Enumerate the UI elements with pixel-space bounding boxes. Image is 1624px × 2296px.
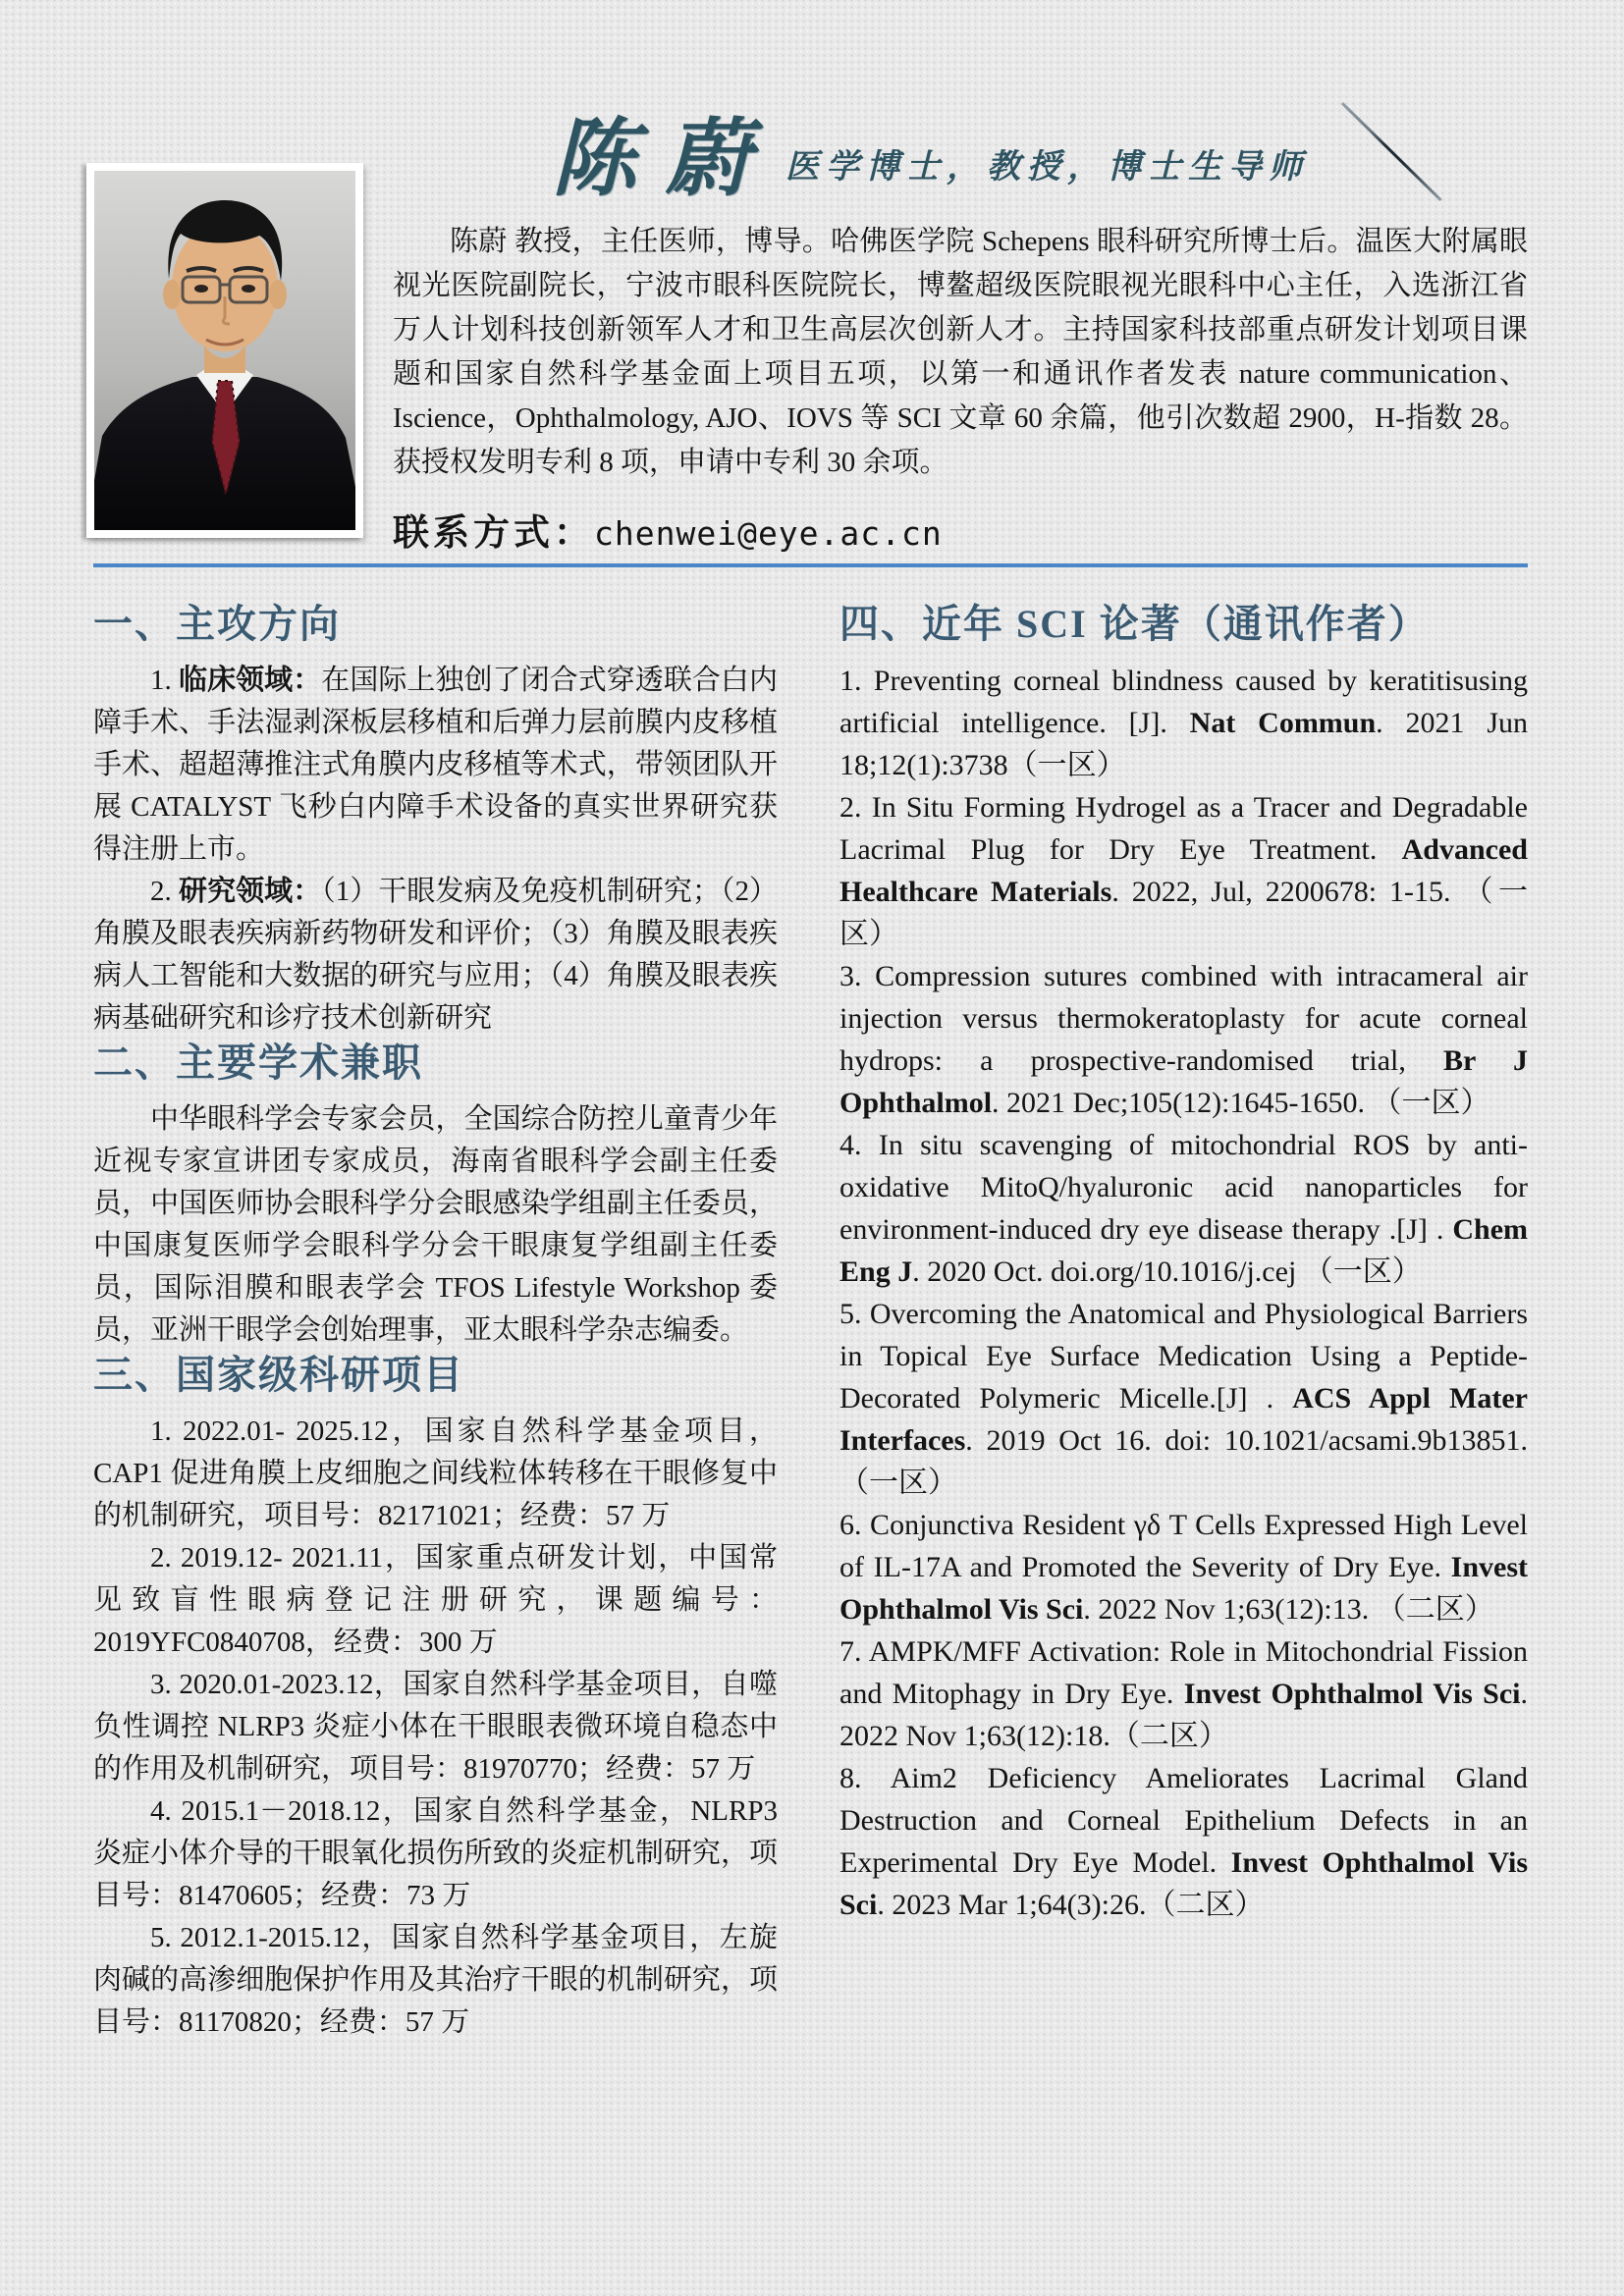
publication-item: 2. In Situ Forming Hydrogel as a Tracer and Degradable Lacrimal Plug for Dry Eye Treatment. Advanced Healthcare Materials. 2022, Jul, 2200678: 1-15. （一区）	[839, 791, 1528, 950]
contact-line	[393, 503, 943, 556]
publication-item: 7. AMPK/MFF Activation: Role in Mitochondrial Fission and Mitophagy in Dry Eye. Invest Ophthalmol Vis Sci. 2022 Nov 1;63(12):18.（二区）	[839, 1635, 1529, 1752]
main-directions-list	[93, 660, 778, 1040]
publication-item: 3. Compression sutures combined with intracameral air injection versus thermokeratoplasty for acute corneal hydrops: a prospective-randomised trial, Br J Ophthalmol. 2021 Dec;105(12):1645-1650. （一区）	[839, 960, 1528, 1119]
grant-item: 3. 2020.01-2023.12，国家自然科学基金项目，自噬负性调控 NLRP3 炎症小体在干眼眼表微环境自稳态中的作用及机制研究，项目号：81970770；经费：57 万	[93, 1669, 778, 1785]
portrait-photo	[86, 163, 363, 538]
publication-item: 1. Preventing corneal blindness caused by keratitisusing artificial intelligence. [J]. Nat Commun. 2021 Jun 18;12(1):3738（一区）	[839, 665, 1528, 781]
publication-item: 6. Conjunctiva Resident γδ T Cells Expressed High Level of IL-17A and Promoted the Severity of Dry Eye. Invest Ophthalmol Vis Sci. 2022 Nov 1;63(12):13. （二区）	[839, 1509, 1528, 1626]
biography-paragraph: 陈蔚 教授，主任医师，博导。哈佛医学院 Schepens 眼科研究所博士后。温医大附属眼视光医院副院长，宁波市眼科医院院长，博鳌超级医院眼视光眼科中心主任，入选浙江省万人计划科技创新领军人才和卫生高层次创新人才。主持国家科技部重点研发计划项目课题和国家自然科学基金面上项目五项，以第一和通讯作者发表 nature communication、Iscience，Ophthalmology, AJO、IOVS 等 SCI 文章 60 余篇，他引次数超 2900，H-指数 28。 获授权发明专利 8 项，申请中专利 30 余项。	[393, 226, 1528, 478]
section-heading-main-directions: 一、主攻方向	[93, 602, 341, 646]
section-heading-national-projects: 三、国家级科研项目	[93, 1353, 464, 1397]
person-name: 陈蔚	[552, 112, 780, 206]
grant-item: 4. 2015.1－2018.12，国家自然科学基金，NLRP3 炎症小体介导的干眼氧化损伤所致的炎症机制研究，项目号：81470605；经费：73 万	[93, 1795, 778, 1911]
publications-list	[839, 660, 1528, 1926]
section-heading-sci-publications: 四、近年 SCI 论著（通讯作者）	[839, 602, 1430, 646]
direction-item: 1. 临床领域：在国际上独创了闭合式穿透联合白内障手术、手法湿剥深板层移植和后弹力层前膜内皮移植手术、超超薄推注式角膜内皮移植等术式，带领团队开展 CATALYST 飞秒白内障手术设备的真实世界研究获得注册上市。	[93, 665, 778, 865]
left-column	[93, 601, 778, 2044]
grant-item: 1. 2022.01- 2025.12，国家自然科学基金项目，CAP1 促进角膜上皮细胞之间线粒体转移在干眼修复中的机制研究，项目号：82171021；经费：57 万	[93, 1415, 778, 1531]
divider-line	[93, 563, 1528, 567]
direction-item: 2. 研究领域：（1）干眼发病及免疫机制研究；（2）角膜及眼表疾病新药物研发和评价；（3）角膜及眼表疾病人工智能和大数据的研究与应用；（4）角膜及眼表疾病基础研究和诊疗技术创新研究	[93, 876, 778, 1034]
academic-posts-paragraph: 中华眼科学会专家会员，全国综合防控儿童青少年近视专家宣讲团专家成员，海南省眼科学会副主任委员，中国医师协会眼科学分会眼感染学组副主任委员，中国康复医师学会眼科学分会干眼康复学组副主任委员，国际泪膜和眼表学会 TFOS Lifestyle Workshop 委员，亚洲干眼学会创始理事，亚太眼科学杂志编委。	[93, 1103, 778, 1346]
right-column	[839, 601, 1528, 1926]
grant-item: 2. 2019.12- 2021.11，国家重点研发计划，中国常见致盲性眼病登记注册研究，课题编号：2019YFC0840708，经费：300 万	[93, 1542, 778, 1658]
publication-item: 5. Overcoming the Anatomical and Physiological Barriers in Topical Eye Surface Medication Using a Peptide-Decorated Polymeric Micelle.[J] . ACS Appl Mater Interfaces. 2019 Oct 16. doi: 10.1021/acsami.9b13851.（一区）	[839, 1298, 1528, 1499]
publication-item: 8. Aim2 Deficiency Ameliorates Lacrimal Gland Destruction and Corneal Epithelium Defects in an Experimental Dry Eye Model. Invest Ophthalmol Vis Sci. 2023 Mar 1;64(3):26.（二区）	[839, 1762, 1528, 1921]
diagonal-mark	[1341, 102, 1442, 201]
contact-label: 联系方式：	[393, 513, 594, 554]
publication-item: 4. In situ scavenging of mitochondrial ROS by anti-oxidative MitoQ/hyaluronic acid nanoparticles for environment-induced dry eye disease therapy .[J] . Chem Eng J. 2020 Oct. doi.org/10.1016/j.cej （一区）	[839, 1129, 1528, 1288]
portrait-illustration	[94, 171, 355, 530]
academic-posts-body	[93, 1098, 778, 1352]
person-titles: 医学博士，教授，博士生导师	[785, 149, 1309, 186]
national-projects-list	[93, 1411, 778, 2044]
grant-item: 5. 2012.1-2015.12，国家自然科学基金项目，左旋肉碱的高渗细胞保护作用及其治疗干眼的机制研究，项目号：81170820；经费：57 万	[93, 1922, 778, 2038]
contact-email: chenwei@eye.ac.cn	[594, 514, 943, 553]
section-heading-academic-posts: 二、主要学术兼职	[93, 1041, 423, 1085]
